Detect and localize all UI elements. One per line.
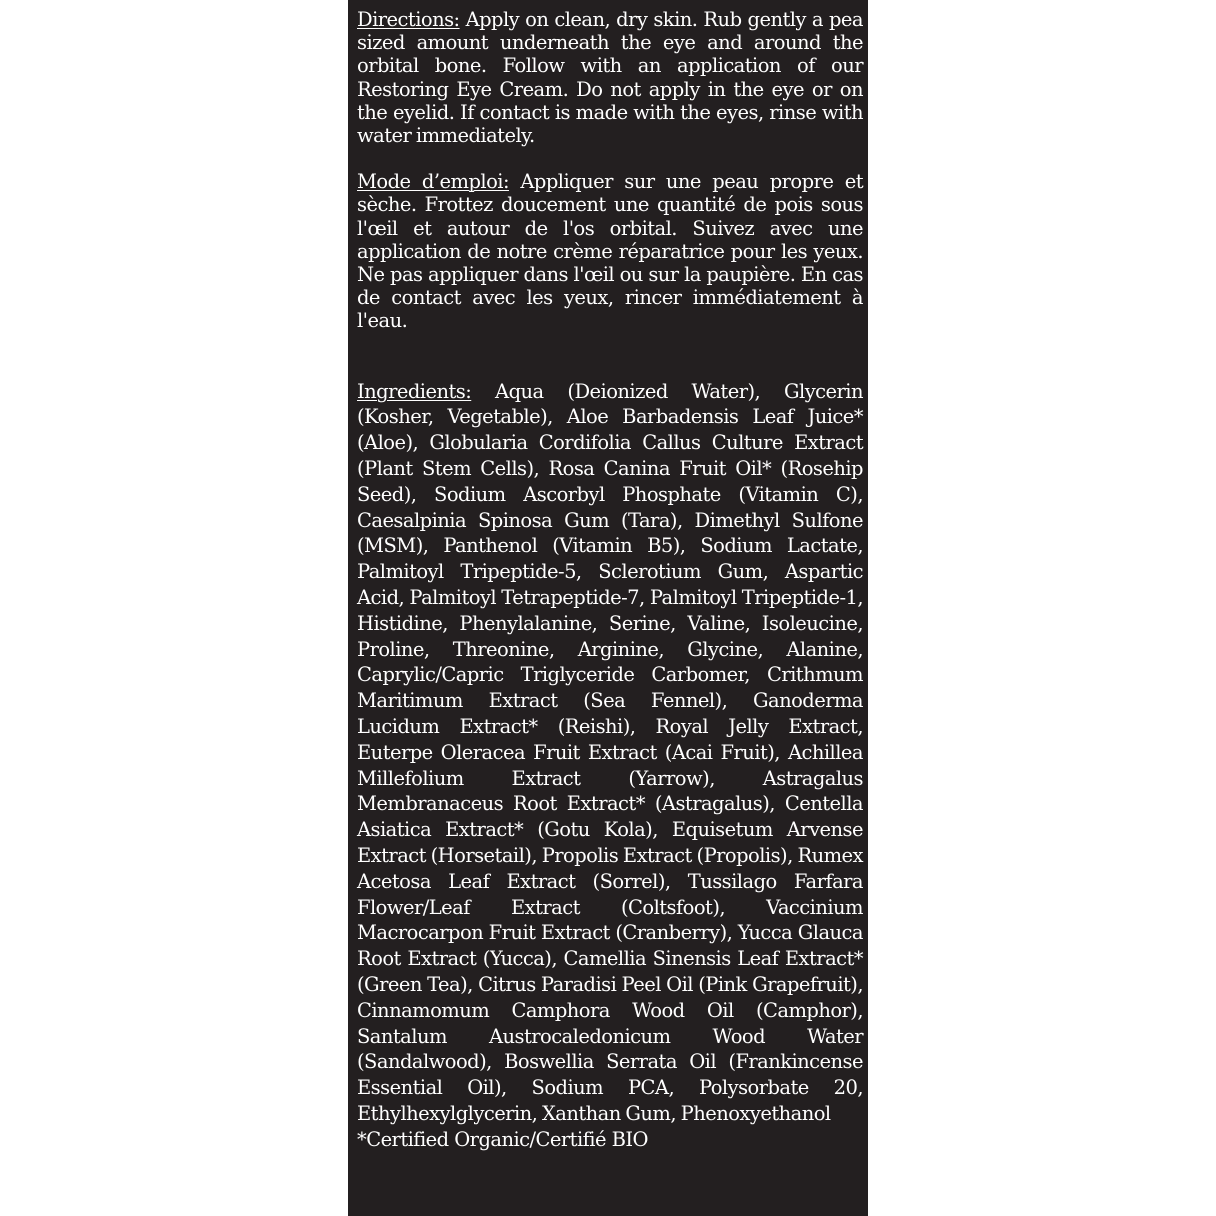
mode-emploi-heading: Mode d’emploi: (357, 170, 509, 194)
directions-heading: Directions: (357, 8, 460, 31)
ingredient-label-panel (348, 0, 868, 1216)
organic-footnote: *Certified Organic/Certifié BIO (357, 1127, 648, 1151)
directions-text: Apply on clean, dry skin. Rub gently a pea sized amount underneath the eye and around the orbital bone. Follow with an application of our Restoring Eye Cream. Do not apply in the eye or on the eyelid. If contact is made with the eyes, rinse with water immediately. (357, 8, 863, 148)
directions-section (357, 8, 863, 147)
ingredients-section (357, 379, 863, 1127)
ingredients-text: Aqua (Deionized Water), Glycerin (Kosher, Vegetable), Aloe Barbadensis Leaf Juice* (Aloe), Globularia Cordifolia Callus Culture Extract (Plant Stem Cells), Rosa Canina Fruit Oil* (Rosehip Seed), Sodium Ascorbyl Phosphate (Vitamin C), Caesalpinia Spinosa Gum (Tara), Dimethyl Sulfone (MSM), Panthenol (Vitamin B5), Sodium Lactate, Palmitoyl Tripeptide-5, Sclerotium Gum, Aspartic Acid, Palmitoyl Tetrapeptide-7, Palmitoyl Tripeptide-1, Histidine, Phenylalanine, Serine, Valine, Isoleucine, Proline, Threonine, Arginine, Glycine, Alanine, Caprylic/Capric Triglyceride Carbomer, Crithmum Maritimum Extract (Sea Fennel), Ganoderma Lucidum Extract* (Reishi), Royal Jelly Extract, Euterpe Oleracea Fruit Extract (Acai Fruit), Achillea Millefolium Extract (Yarrow), Astragalus Membranaceus Root Extract* (Astragalus), Centella Asiatica Extract* (Gotu Kola), Equisetum Arvense Extract (Horsetail), Propolis Extract (Propolis), Rumex Acetosa Leaf Extract (Sorrel), Tussilago Farfara Flower/Leaf Extract (Coltsfoot), Vaccinium Macrocarpon Fruit Extract (Cranberry), Yucca Glauca Root Extract (Yucca), Camellia Sinensis Leaf Extract* (Green Tea), Citrus Paradisi Peel Oil (Pink Grapefruit), Cinnamomum Camphora Wood Oil (Camphor), Santalum Austrocaledonicum Wood Water (Sandalwood), Boswellia Serrata Oil (Frankincense Essential Oil), Sodium PCA, Polysorbate 20, Ethylhexylglycerin, Xanthan Gum, Phenoxyethanol (357, 379, 863, 1125)
mode-emploi-section (357, 170, 863, 332)
ingredients-heading: Ingredients: (357, 379, 472, 403)
mode-emploi-text: Appliquer sur une peau propre et sèche. Frottez doucement une quantité de pois sous l'œil et autour de l'os orbital. Suivez avec une application de notre crème réparatrice pour les yeux. Ne pas appliquer dans l'œil ou sur la paupière. En cas de contact avec les yeux, rincer immédiatement à l'eau. (357, 170, 863, 333)
